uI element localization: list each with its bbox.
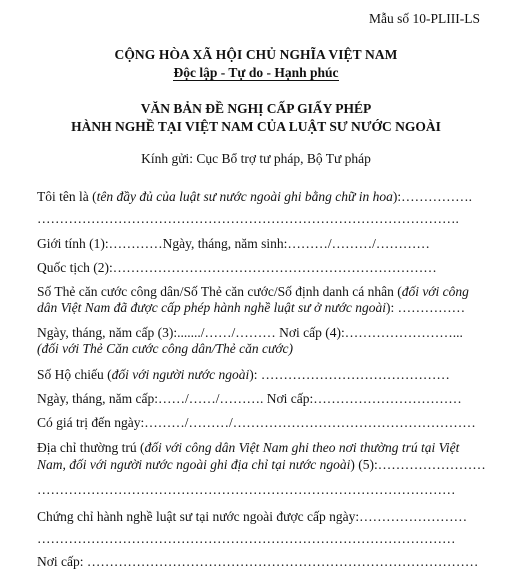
name-label: Tôi tên là ( bbox=[37, 189, 97, 204]
residence-tail: ) (5):…………………… bbox=[350, 457, 486, 472]
id-number-field bbox=[37, 284, 490, 300]
recipient-line: Kính gửi: Cục Bổ trợ tư pháp, Bộ Tư pháp bbox=[141, 151, 371, 166]
document-title-line-1: VĂN BẢN ĐỀ NGHỊ CẤP GIẤY PHÉP bbox=[140, 101, 372, 116]
passport-label: Số Hộ chiếu ( bbox=[37, 367, 112, 382]
passport-field bbox=[37, 367, 490, 383]
residence-note-2: Nam, đối với người nước ngoài ghi địa chỉ tại nước ngoài bbox=[37, 457, 351, 472]
certificate-continuation: ………………………………………………………………………………… bbox=[37, 531, 456, 546]
name-field bbox=[37, 189, 490, 205]
residence-field-cont bbox=[37, 457, 490, 473]
id-note-2: dân Việt Nam đã được cấp phép hành nghề luật sư ở nước ngoài bbox=[37, 300, 387, 315]
id-number-field-cont bbox=[37, 300, 490, 316]
residence-label: Địa chỉ thường trú ( bbox=[37, 440, 145, 455]
passport-valid-field: Có giá trị đến ngày:………/………/……………………………………………… bbox=[37, 415, 476, 430]
gender-dob-field: Giới tính (1):…………Ngày, tháng, năm sinh:………/………/………… bbox=[37, 236, 430, 251]
passport-note: đối với người nước ngoài bbox=[111, 367, 250, 382]
name-continuation: …………………………………………………………………………………. bbox=[37, 211, 459, 226]
residence-field bbox=[37, 440, 490, 456]
id-issue-field: Ngày, tháng, năm cấp (3):......./……/……… Nơi cấp (4):……………………... bbox=[37, 325, 463, 340]
id-tail: ): …………… bbox=[386, 300, 466, 315]
certificate-field: Chứng chỉ hành nghề luật sư tại nước ngoài được cấp ngày:…………………… bbox=[37, 509, 468, 524]
national-motto bbox=[0, 65, 512, 81]
form-code: Mẫu số 10-PLIII-LS bbox=[369, 11, 480, 26]
residence-continuation: ………………………………………………………………………………… bbox=[37, 482, 456, 497]
name-tail: ):……………. bbox=[392, 189, 472, 204]
id-label: Số Thẻ căn cước công dân/Số Thẻ căn cước/Số định danh cá nhân ( bbox=[37, 284, 402, 299]
id-issue-note bbox=[37, 341, 490, 357]
certificate-place-field: Nơi cấp: …………………………………………………………………………… bbox=[37, 554, 479, 569]
residence-note-1: đối với công dân Việt Nam ghi theo nơi thường trú tại Việt bbox=[144, 440, 460, 455]
id-issue-note-text: (đối với Thẻ Căn cước công dân/Thẻ căn cước) bbox=[37, 341, 294, 356]
name-note: tên đầy đủ của luật sư nước ngoài ghi bằng chữ in hoa bbox=[96, 189, 393, 204]
id-note-1: đối với công bbox=[401, 284, 469, 299]
passport-issue-field: Ngày, tháng, năm cấp:……/……/………. Nơi cấp:…………………………… bbox=[37, 391, 462, 406]
national-title: CỘNG HÒA XÃ HỘI CHỦ NGHĨA VIỆT NAM bbox=[114, 47, 398, 62]
nationality-field: Quốc tịch (2):……………………………………………………………… bbox=[37, 260, 437, 275]
passport-tail: ): …………………………………… bbox=[249, 367, 450, 382]
document-title-line-2: HÀNH NGHỀ TẠI VIỆT NAM CỦA LUẬT SƯ NƯỚC NGOÀI bbox=[71, 119, 441, 134]
motto-text: Độc lập - Tự do - Hạnh phúc bbox=[173, 65, 339, 80]
